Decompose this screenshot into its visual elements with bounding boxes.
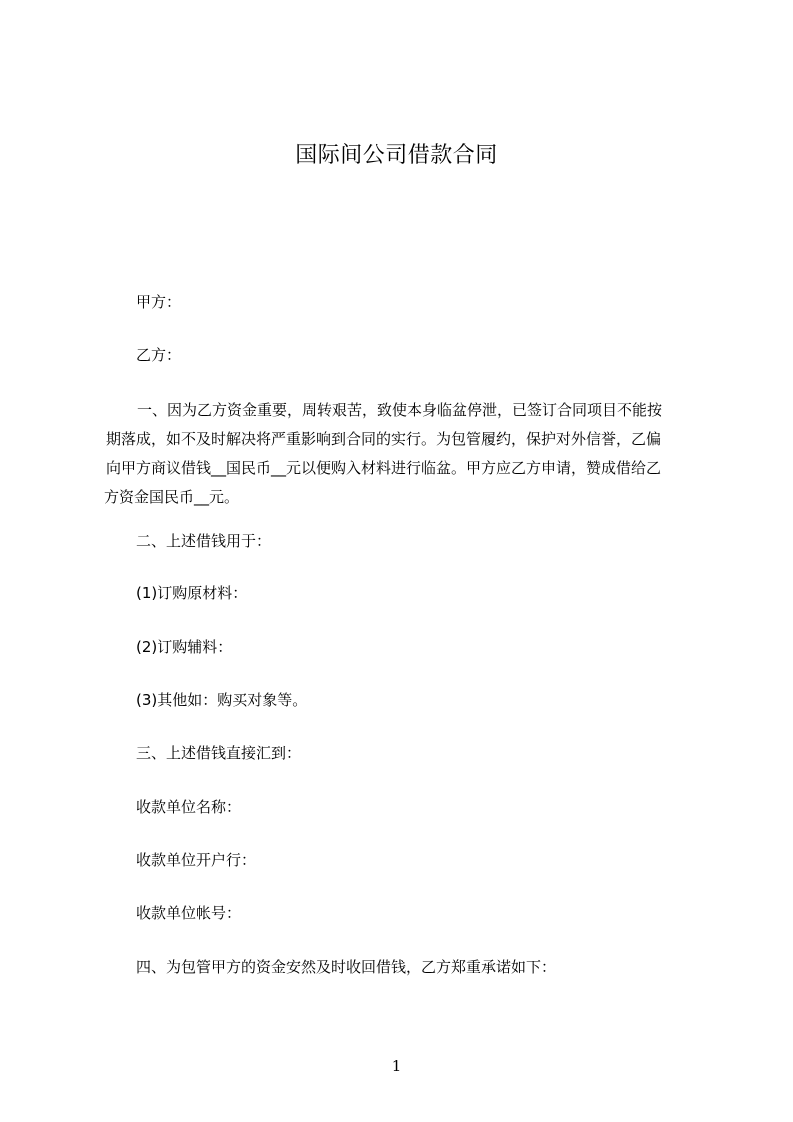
clause-2-item-2: (2)订购辅料： xyxy=(136,638,233,656)
clause-4-heading: 四、为包管甲方的资金安然及时收回借钱，乙方郑重承诺如下： xyxy=(136,958,557,976)
clause-1-paragraph xyxy=(104,396,704,512)
payee-account-label: 收款单位帐号： xyxy=(136,904,242,922)
payee-bank-label: 收款单位开户行： xyxy=(136,851,257,869)
clause-2-item-1: (1)订购原材料： xyxy=(136,584,248,602)
clause-1-line-1: 一、因为乙方资金重要，周转艰苦，致使本身临盆停泄，已签订合同项目不能按 xyxy=(137,401,663,419)
document-title: 国际间公司借款合同 xyxy=(295,143,498,168)
payee-name-label: 收款单位名称： xyxy=(136,798,242,816)
page-number: 1 xyxy=(391,1057,402,1075)
clause-3-heading: 三、上述借钱直接汇到： xyxy=(136,744,302,762)
party-b-label: 乙方： xyxy=(136,346,182,364)
clause-1-line-4: 方资金国民币__元。 xyxy=(104,488,240,506)
party-a-label: 甲方： xyxy=(136,293,182,311)
clause-2-item-3: (3)其他如：购买对象等。 xyxy=(136,691,308,709)
clause-1-line-2: 期落成，如不及时解决将严重影响到合同的实行。为包管履约，保护对外信誉，乙偏 xyxy=(106,430,662,448)
clause-1-line-3: 向甲方商议借钱__国民币__元以便购入材料进行临盆。甲方应乙方申请，赞成借给乙 xyxy=(106,459,662,477)
clause-2-heading: 二、上述借钱用于： xyxy=(136,532,272,550)
